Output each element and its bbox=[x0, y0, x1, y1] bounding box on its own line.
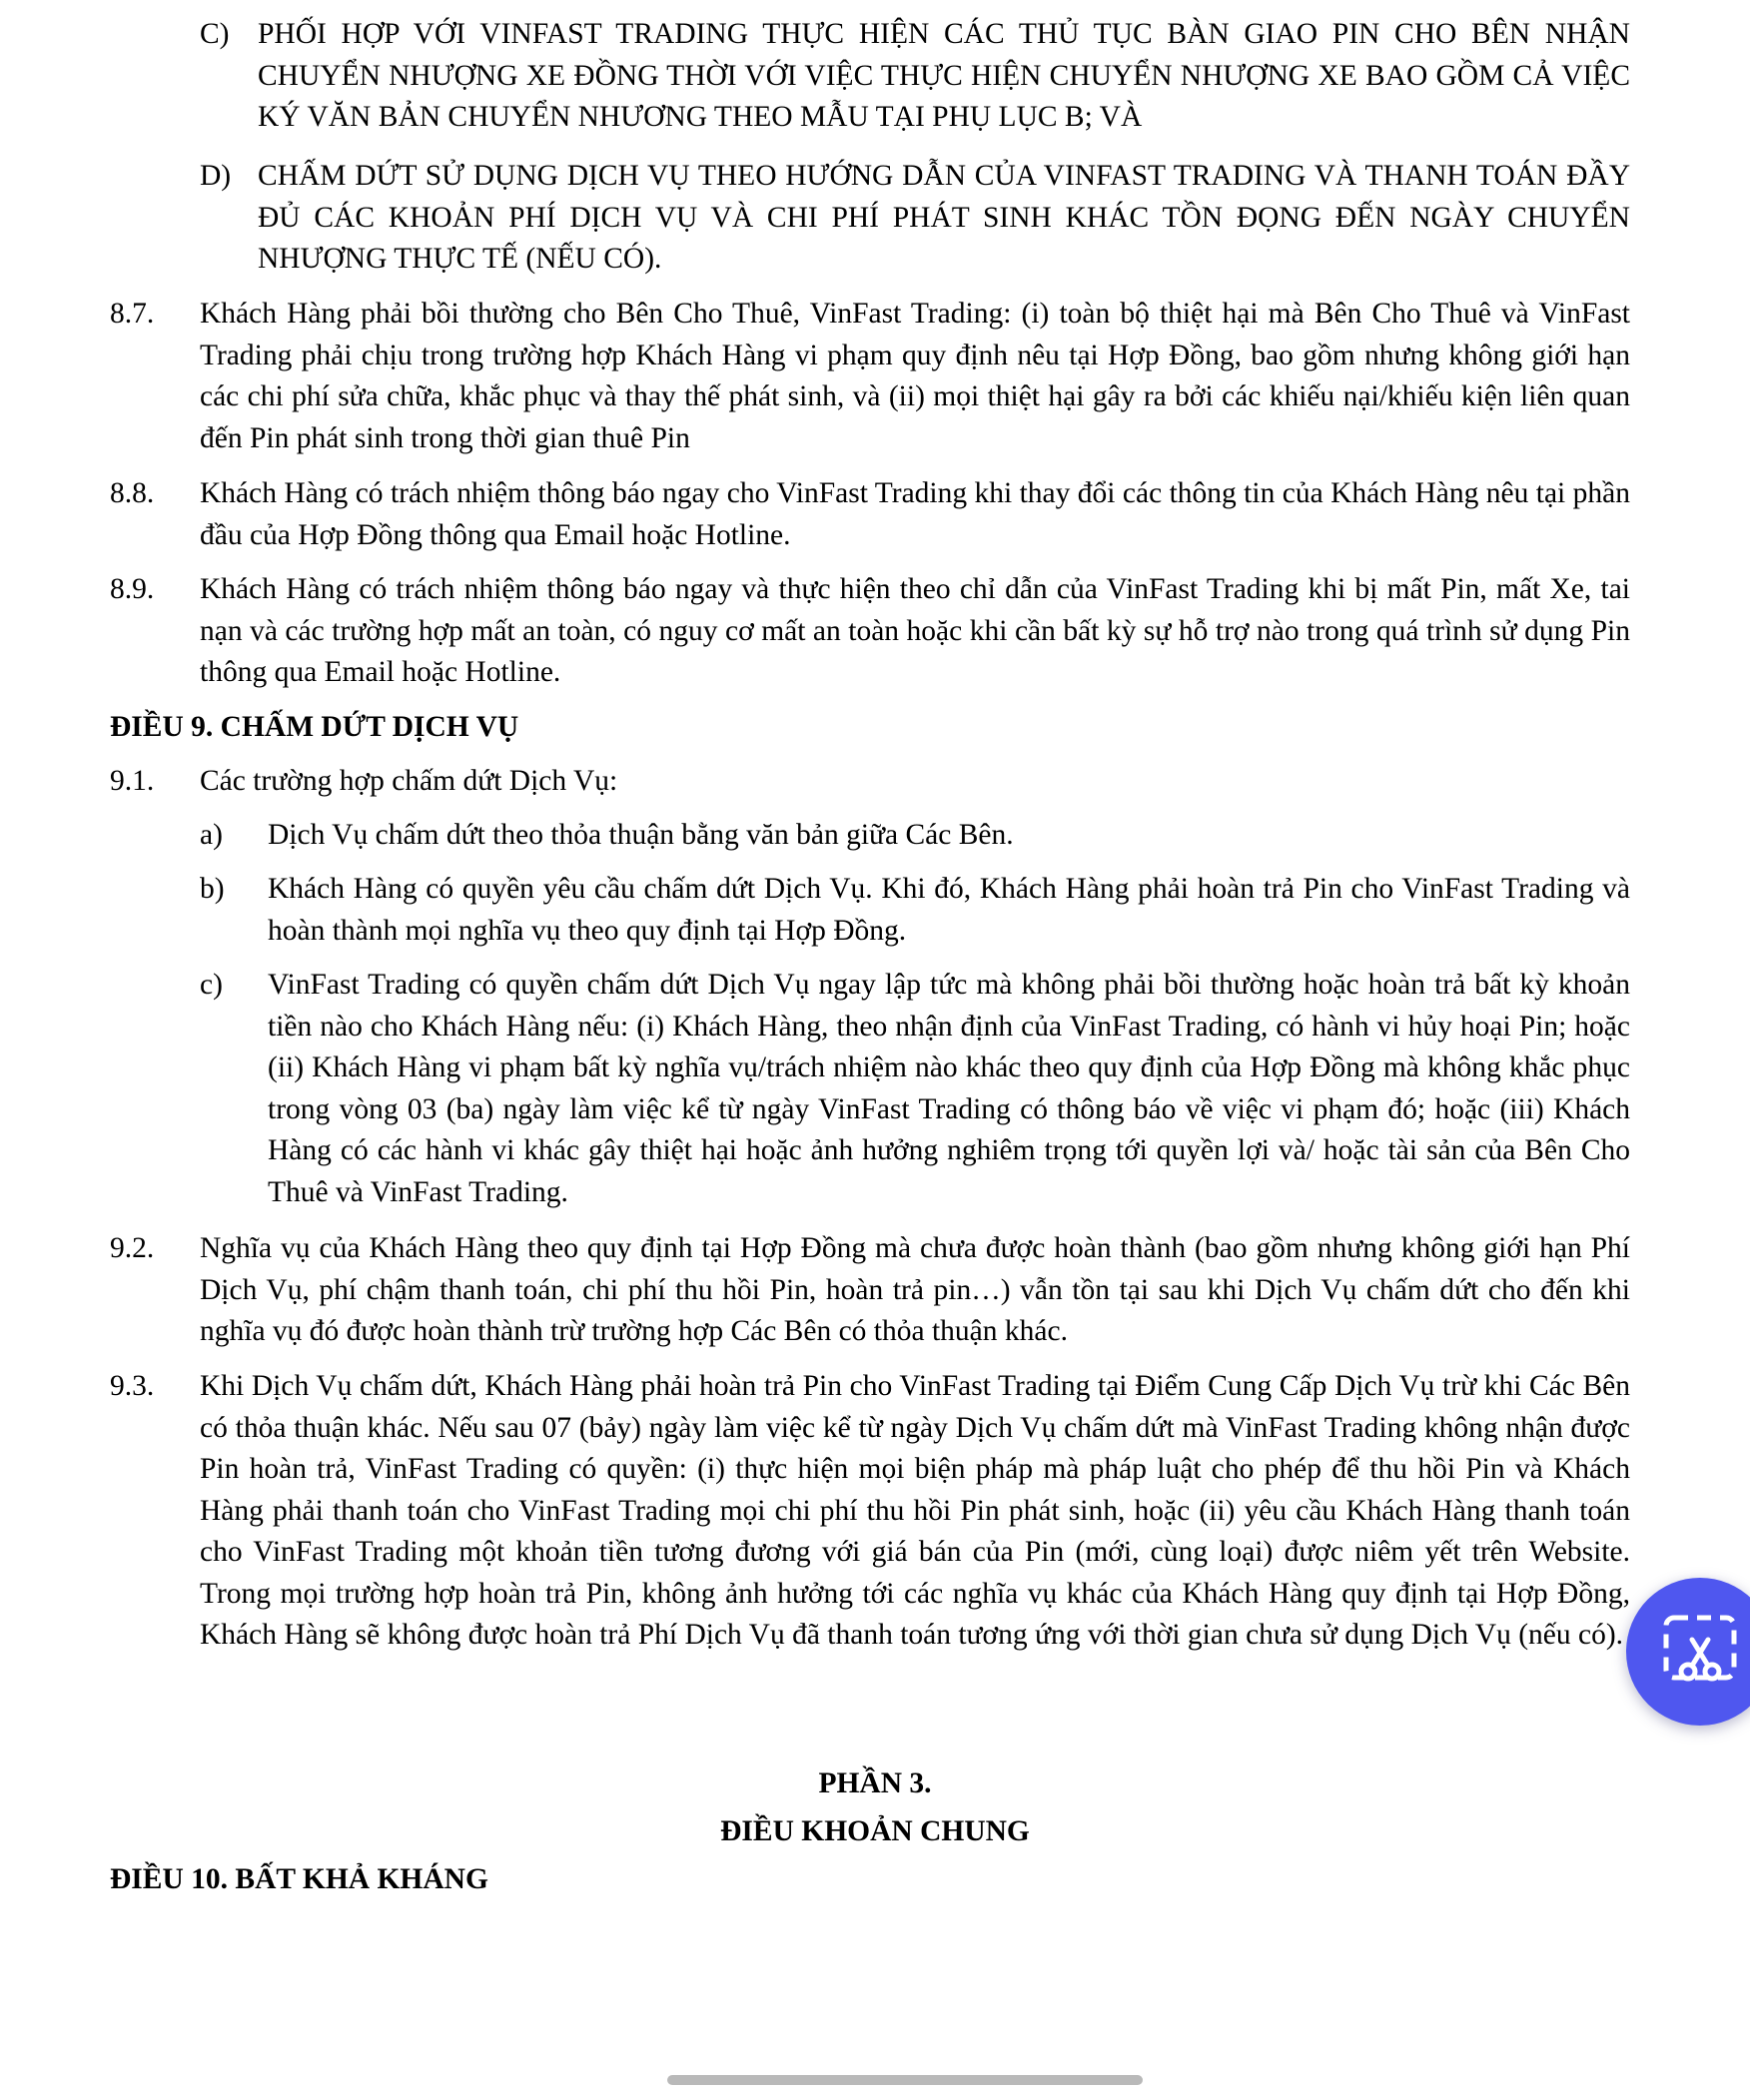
clause-text: Khi Dịch Vụ chấm dứt, Khách Hàng phải hoàn trả Pin cho VinFast Trading tại Điểm Cung Cấp Dịch Vụ trừ khi Các Bên có thỏa thuận khác. Nếu sau 07 (bảy) ngày làm việc kể từ ngày Dịch Vụ chấm dứt mà VinFast Trading không nhận được Pin hoàn trả, VinFast Trading có quyền: (i) thực hiện mọi biện pháp mà pháp luật cho phép để thu hồi Pin và Khách Hàng phải thanh toán cho VinFast Trading mọi chi phí thu hồi Pin phát sinh, hoặc (ii) yêu cầu Khách Hàng thanh toán cho VinFast Trading một khoản tiền tương đương với giá bán của Pin (mới, cùng loại) được niêm yết trên Website. Trong mọi trường hợp hoàn trả Pin, không ảnh hưởng tới các nghĩa vụ khác của Khách Hàng quy định tại Hợp Đồng, Khách Hàng sẽ không được hoàn trả Phí Dịch Vụ đã thanh toán tương ứng với thời gian chưa sử dụng Dịch Vụ (nếu có). bbox=[200, 1370, 1630, 1651]
clause-number: 8.9. bbox=[110, 573, 155, 605]
item-text: Khách Hàng có quyền yêu cầu chấm dứt Dịch Vụ. Khi đó, Khách Hàng phải hoàn trả Pin cho VinFast Trading và hoàn thành mọi nghĩa vụ theo quy định tại Hợp Đồng. bbox=[268, 873, 1630, 947]
clause-8-8 bbox=[110, 473, 1630, 556]
clause-text: Khách Hàng phải bồi thường cho Bên Cho Thuê, VinFast Trading: (i) toàn bộ thiệt hại mà Bên Cho Thuê và VinFast Trading phải chịu trong trường hợp Khách Hàng vi phạm quy định nêu tại Hợp Đồng, bao gồm nhưng không giới hạn các chi phí sửa chữa, khắc phục và thay thế phát sinh, và (ii) mọi thiệt hại gây ra bởi các khiếu nại/khiếu kiện liên quan đến Pin phát sinh trong thời gian thuê Pin bbox=[200, 298, 1630, 454]
list-item bbox=[200, 815, 1630, 857]
clause-9-3 bbox=[110, 1366, 1630, 1657]
list-item bbox=[200, 14, 1630, 139]
item-label: a) bbox=[200, 819, 223, 851]
clause-text: Nghĩa vụ của Khách Hàng theo quy định tại Hợp Đồng mà chưa được hoàn thành (bao gồm nhưng không giới hạn Phí Dịch Vụ, phí chậm thanh toán, chi phí thu hồi Pin, hoàn trả pin…) vẫn tồn tại sau khi Dịch Vụ chấm dứt cho đến khi nghĩa vụ đó được hoàn thành trừ trường hợp Các Bên có thỏa thuận khác. bbox=[200, 1232, 1630, 1347]
list-item bbox=[200, 869, 1630, 952]
item-text: Dịch Vụ chấm dứt theo thỏa thuận bằng văn bản giữa Các Bên. bbox=[268, 819, 1014, 851]
part-title: PHẦN 3. bbox=[818, 1767, 932, 1799]
list-item bbox=[200, 156, 1630, 281]
clause-text: Các trường hợp chấm dứt Dịch Vụ: bbox=[200, 765, 618, 797]
clause-text: Khách Hàng có trách nhiệm thông báo ngay cho VinFast Trading khi thay đổi các thông tin của Khách Hàng nêu tại phần đầu của Hợp Đồng thông qua Email hoặc Hotline. bbox=[200, 477, 1630, 551]
clause-8-9 bbox=[110, 569, 1630, 694]
clause-text: Khách Hàng có trách nhiệm thông báo ngay và thực hiện theo chỉ dẫn của VinFast Trading khi bị mất Pin, mất Xe, tai nạn và các trường hợp mất an toàn, có nguy cơ mất an toàn hoặc khi cần bất kỳ sự hỗ trợ nào trong quá trình sử dụng Pin thông qua Email hoặc Hotline. bbox=[200, 573, 1630, 688]
item-label: b) bbox=[200, 873, 225, 905]
clause-9-1 bbox=[110, 761, 1630, 803]
clause-8-7 bbox=[110, 294, 1630, 459]
clause-number: 8.7. bbox=[110, 298, 155, 330]
item-label: c) bbox=[200, 969, 223, 1001]
item-text: CHẤM DỨT SỬ DỤNG DỊCH VỤ THEO HƯỚNG DẪN CỦA VINFAST TRADING VÀ THANH TOÁN ĐẦY ĐỦ CÁC KHOẢN PHÍ DỊCH VỤ VÀ CHI PHÍ PHÁT SINH KHÁC TỒN ĐỌNG ĐẾN NGÀY CHUYỂN NHƯỢNG THỰC TẾ (NẾU CÓ). bbox=[258, 160, 1630, 275]
home-indicator[interactable] bbox=[667, 2075, 1143, 2085]
item-text: VinFast Trading có quyền chấm dứt Dịch Vụ ngay lập tức mà không phải bồi thường hoặc hoàn trả bất kỳ khoản tiền nào cho Khách Hàng nếu: (i) Khách Hàng, theo nhận định của VinFast Trading, có hành vi hủy hoại Pin; hoặc (ii) Khách Hàng vi phạm bất kỳ nghĩa vụ/trách nhiệm nào khác theo quy định của Hợp Đồng mà không khắc phục trong vòng 03 (ba) ngày làm việc kể từ ngày VinFast Trading có thông báo về việc vi phạm đó; hoặc (iii) Khách Hàng có các hành vi khác gây thiệt hại hoặc ảnh hưởng nghiêm trọng tới quyền lợi và/ hoặc tài sản của Bên Cho Thuê và VinFast Trading. bbox=[268, 969, 1630, 1208]
clause-number: 8.8. bbox=[110, 477, 155, 509]
article-10-heading: ĐIỀU 10. BẤT KHẢ KHÁNG bbox=[110, 1863, 488, 1895]
article-9-heading: ĐIỀU 9. CHẤM DỨT DỊCH VỤ bbox=[110, 711, 519, 743]
clause-number: 9.3. bbox=[110, 1370, 155, 1402]
clause-9-2 bbox=[110, 1228, 1630, 1353]
scissors-crop-icon bbox=[1662, 1614, 1738, 1690]
item-label: D) bbox=[200, 160, 232, 192]
clause-number: 9.2. bbox=[110, 1232, 155, 1264]
item-text: PHỐI HỢP VỚI VINFAST TRADING THỰC HIỆN CÁC THỦ TỤC BÀN GIAO PIN CHO BÊN NHẬN CHUYỂN NHƯỢNG XE ĐỒNG THỜI VỚI VIỆC THỰC HIỆN CHUYỂN NHƯỢNG XE BAO GỒM CẢ VIỆC KÝ VĂN BẢN CHUYỂN NHƯƠNG THEO MẪU TẠI PHỤ LỤC B; VÀ bbox=[258, 18, 1630, 133]
clause-number: 9.1. bbox=[110, 765, 155, 797]
list-item bbox=[200, 965, 1630, 1213]
item-label: C) bbox=[200, 18, 230, 50]
part-subtitle: ĐIỀU KHOẢN CHUNG bbox=[720, 1815, 1030, 1847]
